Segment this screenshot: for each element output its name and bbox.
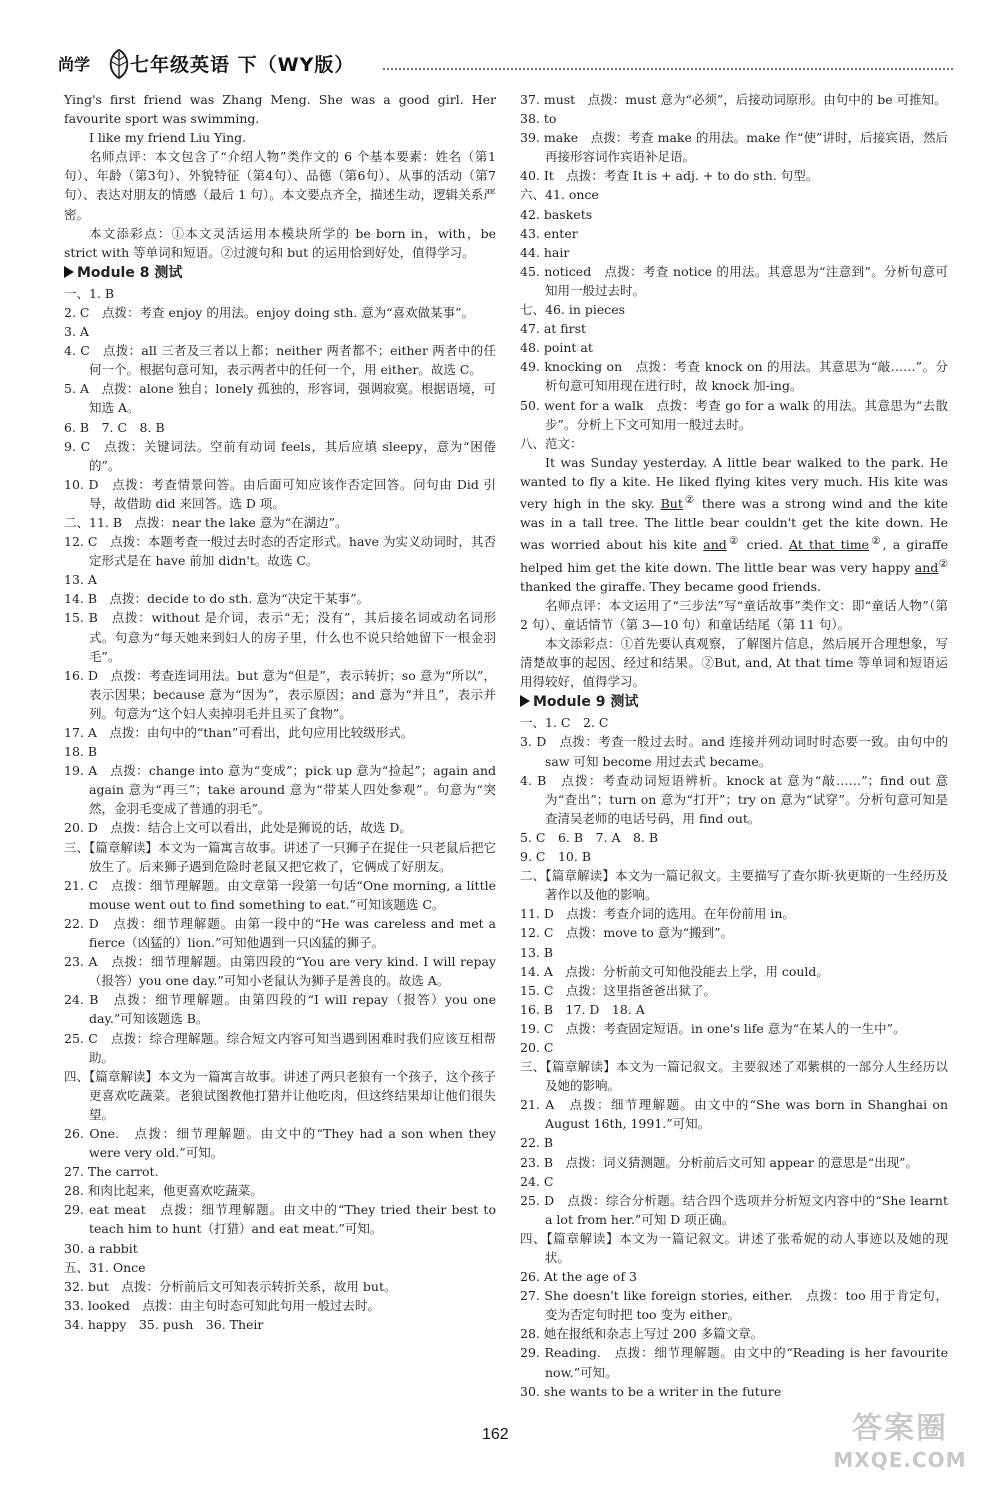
answer-item: 11. D 点拨：考查介词的选用。在年份前用 in。 <box>520 906 795 922</box>
brand-logo-text: 尚学 <box>58 55 91 74</box>
passage-analysis: 四、【篇章解读】本文为一篇记叙文。讲述了张希妮的动人事迹以及她的现状。 <box>520 1230 948 1265</box>
answer-item: 24. C <box>520 1173 554 1189</box>
answer-item: 9. C 10. B <box>520 849 592 865</box>
answer-item: 23. B 点拨：词义猜测题。分析前后文可知 appear 的意思是“出现”。 <box>520 1154 919 1170</box>
answer-item: 22. D 点拨：细节理解题。由第一段中的“He was careless and met a fierce（凶猛的）lion.”可知他遇到一只凶猛的狮子。 <box>64 915 496 951</box>
section-heading <box>520 691 948 713</box>
passage-analysis: 三、【篇章解读】本文为一篇寓言故事。讲述了一只狮子在捉住一只老鼠后把它放生了。后来狮子遇到危险时老鼠又把它救了，它俩成了好朋友。 <box>64 839 496 874</box>
answer-item: 9. C 点拨：关键词法。空前有动词 feels，其后应填 sleepy，意为“困倦的”。 <box>64 438 496 473</box>
answer-item: 4. C 点拨：all 三者及三者以上都；neither 两者都不；either 两者中的任何一个。根据句意可知，表示两者中的任何一个，用 either。故选 C。 <box>64 343 496 378</box>
answer-item: 20. D 点拨：结合上文可以看出，此处是狮说的话，故选 D。 <box>64 820 412 836</box>
answer-item: 14. B 点拨：decide to do sth. 意为“决定干某事”。 <box>64 591 370 607</box>
passage-analysis: 二、【篇章解读】本文为一篇记叙文。主要描写了查尔斯·狄更斯的一生经历及著作以及他的影响。 <box>520 868 948 903</box>
answer-item: 39. make 点拨：考查 make 的用法。make 作“使”讲时，后接宾语，然后再接形容词作宾语补足语。 <box>520 130 948 165</box>
watermark <box>820 1410 980 1480</box>
passage-analysis: 三、【篇章解读】本文为一篇记叙文。主要叙述了邓紫棋的一部分人生经历以及她的影响。 <box>520 1059 948 1094</box>
answer-item: 42. baskets <box>520 206 593 222</box>
answer-item: 27. The carrot. <box>64 1164 159 1180</box>
watermark-seal: 答案圈 <box>852 1411 948 1446</box>
right-column <box>520 90 948 1401</box>
answer-item: 五、31. Once <box>64 1259 146 1275</box>
answer-text: Ying's first friend was Zhang Meng. She was a good girl. Her favourite sport was swimming. <box>64 92 496 127</box>
answer-text: I like my friend Liu Ying. <box>89 130 247 146</box>
page-header <box>48 40 953 86</box>
answer-item: 25. C 点拨：综合理解题。综合短文内容可知当遇到困难时我们应该互相帮助。 <box>64 1030 496 1065</box>
answer-item: 43. enter <box>520 225 578 241</box>
answer-item: 37. must 点拨：must 意为“必须”，后接动词原形。由句中的 be 可推知。 <box>520 92 947 107</box>
answer-item: 一、1. C 2. C <box>520 715 609 731</box>
answer-item: 3. D 点拨：考查一般过去时。and 连接并列动词时时态要一致。由句中的 saw 可知 become 用过去式 became。 <box>520 734 948 769</box>
answer-item: 49. knocking on 点拨：考查 knock on 的用法。其意思为“敲……”。分析句意可知用现在进行时，故 knock 加-ing。 <box>520 359 948 394</box>
answer-item: 45. noticed 点拨：考查 notice 的用法。其意思为“注意到”。分析句意可知用一般过去时。 <box>520 263 948 298</box>
answer-item: 30. she wants to be a writer in the future <box>520 1383 782 1399</box>
answer-item: 12. C 点拨：本题考查一般过去时态的否定形式。have 为实义动词时，其否定形式是在 have 前加 didn't。故选 C。 <box>64 534 496 569</box>
triangle-marker-icon <box>520 695 530 707</box>
answer-item: 16. D 点拨：考查连词用法。but 意为“但是”，表示转折；so 意为“所以”，表示因果；because 意为“因为”，表示原因；and 意为“并且”，表示并列。句意为“这个妇人卖掉羽毛并且买了食物”。 <box>64 667 496 721</box>
answer-item: 16. B 17. D 18. A <box>520 1001 645 1017</box>
answer-item: 15. C 点拨：这里指爸爸出狱了。 <box>520 982 716 998</box>
answer-item: 48. point at <box>520 340 593 356</box>
section-heading-text: Module 9 测试 <box>533 694 639 711</box>
answer-item: 3. A <box>64 324 89 340</box>
answer-item: 32. but 点拨：分析前后文可知表示转折关系，故用 but。 <box>64 1278 397 1294</box>
teacher-comment: 名师点评：本文包含了“介绍人物”类作文的 6 个基本要素：姓名（第1句）、年龄（第3句）、外貌特征（第4句）、品德（第6句）、从事的活动（第7句）、表达对朋友的情感（最后 1 句）。本文要点齐全，描述生动，逻辑关系严密。 <box>64 149 496 222</box>
answer-item: 15. B 点拨：without 是介词，表示“无；没有”，其后接名词或动名词形式。句意为“每天她来到妇人的房子里，什么也不说只给她留下一根金羽毛”。 <box>64 610 496 664</box>
answer-item: 24. B 点拨：细节理解题。由第四段的“I will repay（报答）you one day.”可知该题选 B。 <box>64 992 496 1027</box>
answer-item: 25. D 点拨：综合分析题。结合四个选项并分析短文内容中的“She learnt a lot from her.”可知 D 项正确。 <box>520 1192 948 1227</box>
answer-item: 44. hair <box>520 244 570 260</box>
answer-item: 4. B 点拨：考查动词短语辨析。knock at 意为“敲……”；find out 意为“查出”；turn on 意为“打开”；try on 意为“试穿”。分析句意可知是查清吴老师的电话号码，用 find out。 <box>520 772 948 826</box>
answer-item: 13. A <box>64 572 97 588</box>
answer-item: 21. A 点拨：细节理解题。由文中的“She was born in Shanghai on August 16th, 1991.”可知。 <box>520 1097 948 1132</box>
answer-item: 19. C 点拨：考查固定短语。in one's life 意为“在某人的一生中”。 <box>520 1020 906 1036</box>
answer-item: 2. C 点拨：考查 enjoy 的用法。enjoy doing sth. 意为“喜欢做某事”。 <box>64 304 474 320</box>
answer-item: 17. A 点拨：由句中的“than”可看出，此句应用比较级形式。 <box>64 725 414 740</box>
answer-item: 50. went for a walk 点拨：考查 go for a walk 的用法。其意思为“去散步”。分析上下文可知用一般过去时。 <box>520 397 948 432</box>
answer-item: 18. B <box>64 744 98 760</box>
answer-item: 12. C 点拨：move to 意为“搬到”。 <box>520 925 734 941</box>
book-title: 七年级英语 下（WY版） <box>130 54 355 76</box>
answer-item: 26. At the age of 3 <box>520 1269 638 1285</box>
answer-item: 38. to <box>520 111 557 127</box>
answer-item: 八、范文： <box>520 435 583 451</box>
answer-item: 30. a rabbit <box>64 1240 138 1256</box>
highlight-note: 本文添彩点：①首先要认真观察，了解图片信息，然后展开合理想象，写清楚故事的起因、经过和结果。②But, and, At that time 等单词和短语运用得较好，值得学习。 <box>520 636 948 690</box>
watermark-site: MXQE.COM <box>833 1448 967 1472</box>
triangle-marker-icon <box>64 266 74 278</box>
model-essay: It was Sunday yesterday. A little bear walked to the park. He wanted to fly a kite. He liked flying kites very much. His kite was very high in the sky. But② there was a strong wind and the kite was in a tall tree. The little bear couldn't get the kite down. He was worried about his kite and② cried. At that time②, a giraffe helped him get the kite down. The little bear was very happy and② thanked the giraffe. They became good friends. <box>520 454 948 594</box>
passage-analysis: 四、【篇章解读】本文为一篇寓言故事。讲述了两只老狼有一个孩子，这个孩子更喜欢吃蔬菜。老狼试图教他打猎并让他吃肉，但这终结果却让他们很失望。 <box>64 1068 496 1122</box>
answer-item: 23. A 点拨：细节理解题。由第四段的“You are very kind. I will repay（报答）you one day.”可知小老鼠认为狮子是善良的。故选 A。 <box>64 954 496 989</box>
section-heading <box>64 262 496 284</box>
answer-item: 19. A 点拨：change into 意为“变成”；pick up 意为“捡起”；again and again 意为“再三”；take around 意为“带某人四处参观”。句意为“突然，金羽毛变成了普通的羽毛”。 <box>64 763 496 817</box>
answer-item: 28. 和肉比起来，他更喜欢吃蔬菜。 <box>64 1183 263 1199</box>
answer-item: 22. B <box>520 1135 554 1151</box>
answer-item: 七、46. in pieces <box>520 302 626 318</box>
page-number: 162 <box>482 1426 509 1443</box>
highlight-note: 本文添彩点：①本文灵活运用本模块所学的 be born in，with，be strict with 等单词和短语。②过渡句和 but 的运用恰到好处，值得学习。 <box>64 225 496 260</box>
answer-item: 33. looked 点拨：由主句时态可知此句用一般过去时。 <box>64 1297 380 1313</box>
answer-item: 六、41. once <box>520 187 599 203</box>
answer-item: 6. B 7. C 8. B <box>64 419 165 435</box>
answer-item: 47. at first <box>520 321 587 337</box>
header-dotted-rule <box>383 68 953 70</box>
answer-item: 26. One. 点拨：细节理解题。由文中的“They had a son when they were very old.”可知。 <box>64 1125 496 1161</box>
answer-item: 13. B <box>520 944 554 960</box>
answer-item: 14. A 点拨：分析前文可知他没能去上学，用 could。 <box>520 963 829 979</box>
answer-item: 29. eat meat 点拨：细节理解题。由文中的“They tried their best to teach him to hunt（打猎）and eat meat.”可知。 <box>64 1202 496 1237</box>
section-heading-text: Module 8 测试 <box>77 264 183 281</box>
left-column <box>64 90 496 1334</box>
answer-item: 21. C 点拨：细节理解题。由文章第一段第一句话“One morning, a little mouse went out to find something to eat.”可知该题选 C。 <box>64 877 496 912</box>
answer-item: 34. happy 35. push 36. Their <box>64 1316 264 1332</box>
answer-item: 10. D 点拨：考查情景问答。由后面可知应该作否定回答。问句由 Did 引导，故借助 did 来回答。选 D 项。 <box>64 476 496 511</box>
answer-item: 一、1. B <box>64 285 115 301</box>
answer-item: 40. It 点拨：考查 It is + adj. + to do sth. 句型。 <box>520 168 819 184</box>
answer-item: 20. C <box>520 1039 554 1055</box>
answer-item: 28. 她在报纸和杂志上写过 200 多篇文章。 <box>520 1326 764 1342</box>
answer-item: 5. A 点拨：alone 独自；lonely 孤独的，形容词，强调寂寞。根据语境，可知选 A。 <box>64 381 496 416</box>
answer-item: 27. She doesn't like foreign stories, either. 点拨：too 用于肯定句，变为否定句时把 too 变为 either。 <box>520 1288 948 1323</box>
answer-item: 5. C 6. B 7. A 8. B <box>520 829 659 845</box>
answer-item: 二、11. B 点拨：near the lake 意为“在湖边”。 <box>64 514 348 530</box>
brand-logo <box>56 44 128 80</box>
teacher-comment: 名师点评：本文运用了“三步法”写“童话故事”类作文：即“童话人物”（第 2 句）、童话情节（第 3—10 句）和童话结尾（第 11 句）。 <box>520 597 948 632</box>
answer-item: 29. Reading. 点拨：细节理解题。由文中的“Reading is her favourite now.”可知。 <box>520 1345 948 1380</box>
